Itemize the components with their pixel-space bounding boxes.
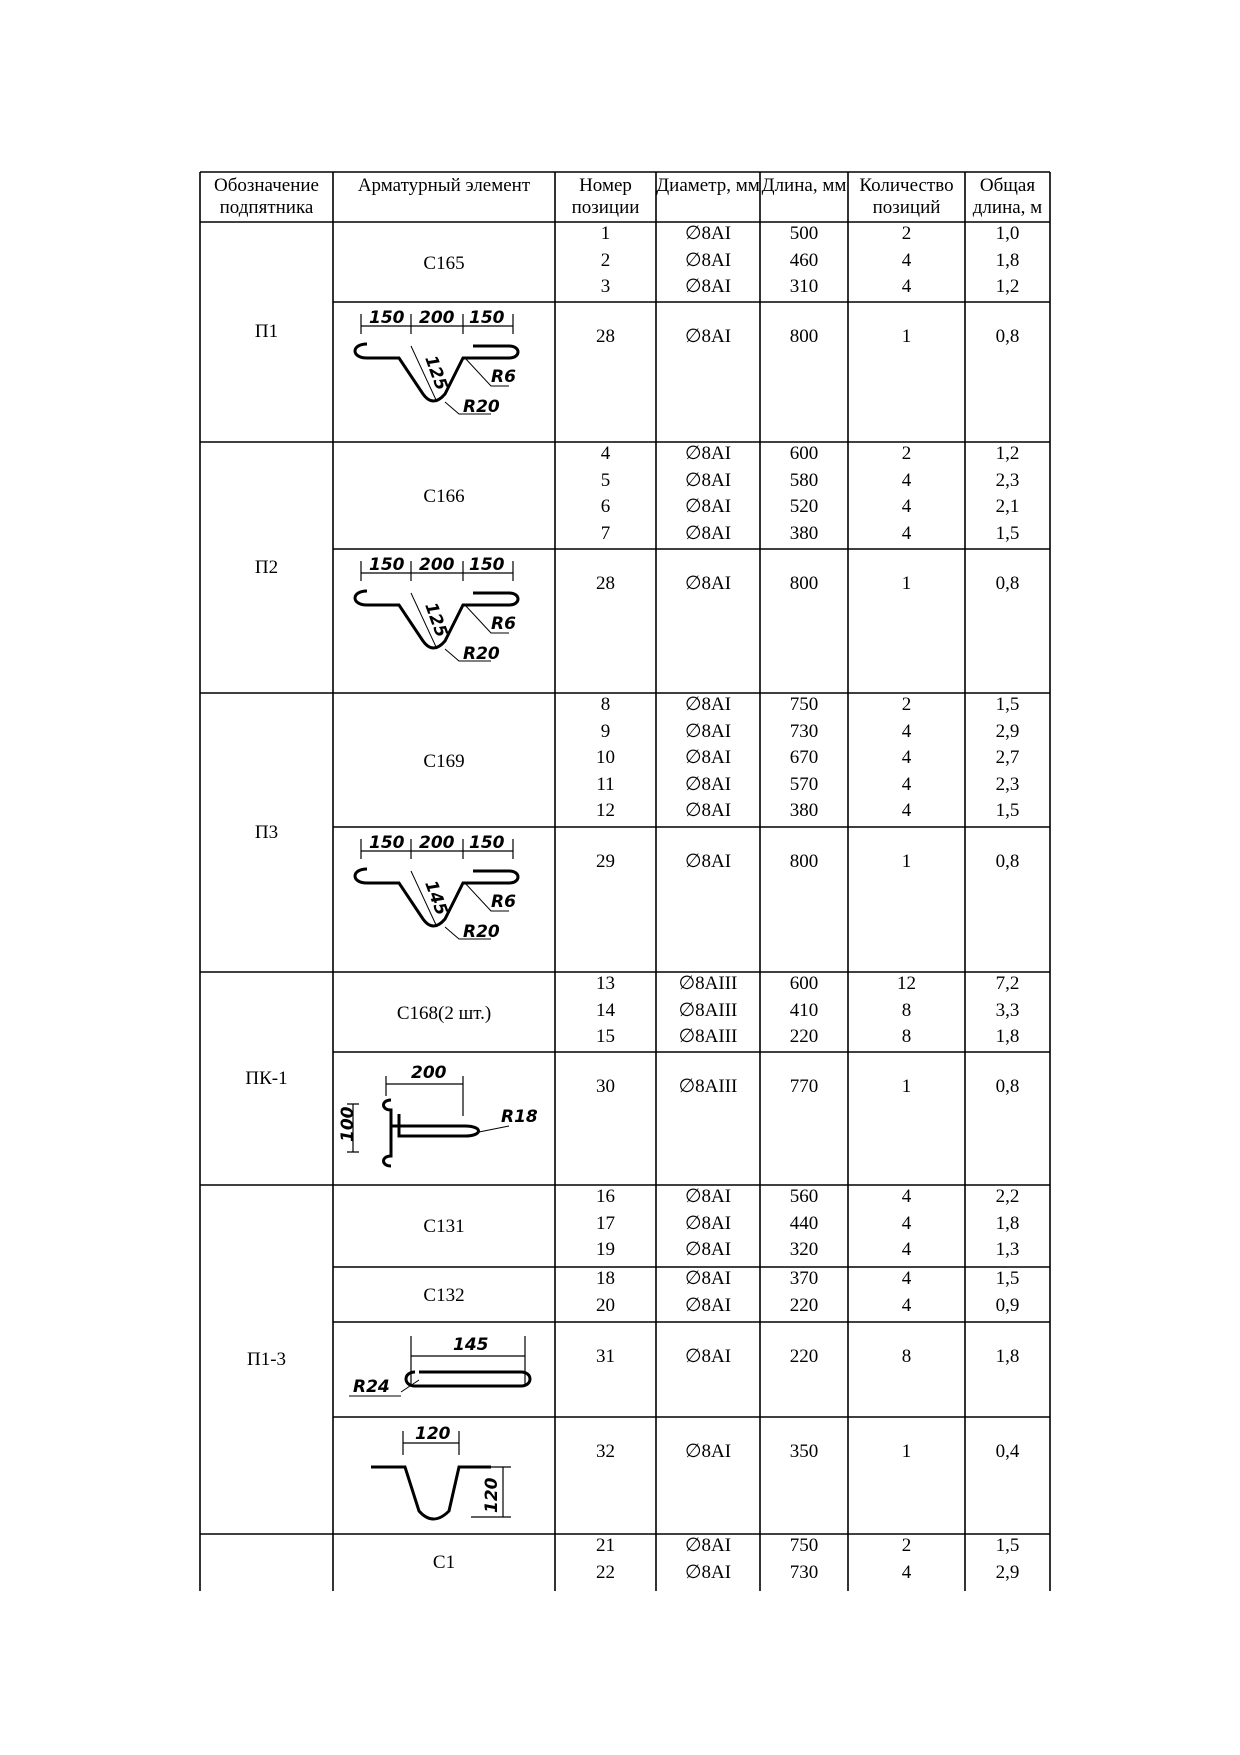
cell-pos: 9 [600, 720, 611, 742]
cell-len: 600 [789, 443, 819, 464]
cell-total: 2,3 [995, 469, 1020, 491]
cell-dia: ∅8AI [684, 747, 732, 769]
designation-ПК-1: ПК-1 [245, 1067, 288, 1089]
sketch-stroke [391, 1114, 479, 1136]
cell-dia: ∅8AI [684, 1212, 732, 1234]
dimension-label: 145 [453, 1335, 489, 1355]
cell-dia: ∅8AI [684, 573, 732, 594]
cell-len: 730 [789, 720, 819, 742]
dimension-label: 150 [369, 555, 405, 575]
dimension-label: 150 [369, 833, 405, 853]
header-position: Номер позиции [571, 175, 640, 218]
dimension-label: R20 [463, 644, 500, 664]
cell-len: 670 [789, 747, 819, 769]
cell-dia: ∅8AI [684, 443, 732, 464]
cell-total: 1,5 [995, 1535, 1020, 1556]
cell-total: 7,2 [995, 973, 1020, 994]
cell-total: 1,5 [995, 800, 1020, 822]
cell-pos: 13 [596, 973, 615, 994]
cell-qty: 4 [901, 747, 912, 769]
cell-len: 800 [789, 851, 819, 872]
header-total: Общая длина, м [972, 175, 1043, 218]
cell-qty: 4 [901, 1294, 912, 1316]
cell-dia: ∅8AI [684, 773, 732, 795]
cell-pos: 30 [596, 1076, 615, 1097]
cell-qty: 1 [901, 1441, 912, 1462]
dimension-label: 200 [419, 555, 455, 575]
cell-qty: 2 [901, 223, 912, 244]
cell-qty: 4 [901, 496, 912, 518]
cell-qty: 2 [901, 443, 912, 464]
cell-dia: ∅8AI [684, 1294, 732, 1316]
cell-pos: 2 [600, 249, 611, 271]
cell-pos: 20 [596, 1294, 615, 1316]
cell-total: 1,8 [995, 1026, 1020, 1048]
cell-len: 570 [789, 773, 819, 795]
cell-len: 770 [789, 1076, 819, 1097]
dimension-label: R6 [491, 367, 516, 387]
cell-total: 2,9 [995, 720, 1020, 742]
cell-qty: 4 [901, 249, 912, 271]
cell-qty: 1 [901, 326, 912, 347]
cell-dia: ∅8AI [684, 851, 732, 872]
cell-len: 380 [789, 800, 819, 822]
designation-П2: П2 [254, 556, 279, 578]
cell-qty: 4 [901, 720, 912, 742]
element-С165: С165 [423, 252, 465, 274]
dimension-label: R18 [501, 1107, 538, 1127]
cell-qty: 1 [901, 573, 912, 594]
element-С168(2 шт.): С168(2 шт.) [396, 1002, 492, 1024]
cell-dia: ∅8AI [684, 1441, 732, 1462]
cell-len: 310 [789, 276, 819, 298]
dimension-label: 200 [419, 308, 455, 328]
cell-dia: ∅8AI [684, 249, 732, 271]
dimension-label: 150 [369, 308, 405, 328]
cell-len: 220 [789, 1294, 819, 1316]
dimension-label: 120 [482, 1477, 502, 1513]
cell-total: 1,8 [995, 249, 1020, 271]
dimension-label: 145 [420, 877, 452, 919]
cell-dia: ∅8AI [684, 522, 732, 544]
cell-qty: 4 [901, 1186, 912, 1207]
cell-pos: 14 [596, 999, 615, 1021]
rebar-drawing-t-hook [338, 1056, 541, 1186]
cell-len: 560 [789, 1186, 819, 1207]
cell-total: 2,3 [995, 773, 1020, 795]
dimension-label: R20 [463, 922, 500, 942]
cell-len: 800 [789, 326, 819, 347]
designation-П1-3: П1-3 [246, 1348, 287, 1370]
cell-qty: 4 [901, 522, 912, 544]
cell-total: 1,5 [995, 1268, 1020, 1289]
cell-pos: 10 [596, 747, 615, 769]
cell-dia: ∅8AI [684, 1186, 732, 1207]
cell-dia: ∅8AIII [678, 973, 738, 994]
cell-dia: ∅8AI [684, 223, 732, 244]
cell-len: 800 [789, 573, 819, 594]
cell-len: 220 [789, 1026, 819, 1048]
cell-total: 1,3 [995, 1239, 1020, 1261]
rebar-drawing-loop [341, 1326, 541, 1416]
cell-total: 0,8 [995, 851, 1020, 872]
element-С1: С1 [432, 1551, 456, 1573]
cell-len: 730 [789, 1561, 819, 1583]
rebar-drawing-v-bend [341, 306, 541, 436]
cell-pos: 8 [600, 694, 611, 715]
header-diameter: Диаметр, мм [656, 175, 760, 196]
dimension-label: 150 [469, 308, 505, 328]
cell-qty: 4 [901, 1239, 912, 1261]
cell-dia: ∅8AI [684, 1268, 732, 1289]
cell-pos: 16 [596, 1186, 615, 1207]
dimension-label: 200 [411, 1063, 447, 1083]
header-designation: Обозначение подпятника [214, 175, 319, 218]
cell-dia: ∅8AI [684, 720, 732, 742]
cell-len: 370 [789, 1268, 819, 1289]
dimension-label: 200 [419, 833, 455, 853]
cell-len: 750 [789, 694, 819, 715]
cell-dia: ∅8AI [684, 276, 732, 298]
designation-П3: П3 [254, 821, 279, 843]
cell-len: 410 [789, 999, 819, 1021]
cell-total: 0,8 [995, 326, 1020, 347]
cell-total: 0,9 [995, 1294, 1020, 1316]
cell-pos: 15 [596, 1026, 615, 1048]
cell-dia: ∅8AI [684, 1239, 732, 1261]
cell-total: 2,2 [995, 1186, 1020, 1207]
cell-pos: 31 [596, 1346, 615, 1367]
cell-pos: 28 [596, 573, 615, 594]
cell-len: 600 [789, 973, 819, 994]
cell-pos: 6 [600, 496, 611, 518]
cell-len: 500 [789, 223, 819, 244]
dimension-label: 125 [420, 599, 452, 641]
cell-total: 1,5 [995, 694, 1020, 715]
cell-pos: 22 [596, 1561, 615, 1583]
cell-qty: 8 [901, 1026, 912, 1048]
cell-total: 2,9 [995, 1561, 1020, 1583]
cell-total: 1,8 [995, 1346, 1020, 1367]
sketch-stroke [384, 1100, 392, 1166]
cell-qty: 4 [901, 800, 912, 822]
cell-qty: 2 [901, 1535, 912, 1556]
cell-qty: 4 [901, 1561, 912, 1583]
cell-len: 580 [789, 469, 819, 491]
cell-pos: 28 [596, 326, 615, 347]
rebar-drawing-v-bend [341, 553, 541, 683]
cell-pos: 29 [596, 851, 615, 872]
cell-pos: 12 [596, 800, 615, 822]
cell-pos: 3 [600, 276, 611, 298]
cell-dia: ∅8AI [684, 1346, 732, 1367]
cell-total: 0,8 [995, 1076, 1020, 1097]
cell-qty: 4 [901, 469, 912, 491]
cell-qty: 4 [901, 276, 912, 298]
cell-total: 1,8 [995, 1212, 1020, 1234]
cell-qty: 2 [901, 694, 912, 715]
cell-dia: ∅8AI [684, 1535, 732, 1556]
dimension-label: R20 [463, 397, 500, 417]
cell-pos: 17 [596, 1212, 615, 1234]
cell-dia: ∅8AI [684, 469, 732, 491]
cell-pos: 11 [596, 773, 615, 795]
cell-dia: ∅8AI [684, 326, 732, 347]
cell-len: 750 [789, 1535, 819, 1556]
cell-pos: 19 [596, 1239, 615, 1261]
dimension-label: 100 [338, 1106, 358, 1142]
cell-qty: 12 [897, 973, 916, 994]
cell-len: 460 [789, 249, 819, 271]
rebar-drawing-u-bend [341, 1421, 541, 1531]
cell-total: 1,2 [995, 443, 1020, 464]
dimension-label: R24 [353, 1377, 390, 1397]
cell-qty: 4 [901, 1212, 912, 1234]
dimension-label: 150 [469, 555, 505, 575]
sketch-stroke [406, 1372, 530, 1386]
dimension-label: 125 [420, 352, 452, 394]
cell-pos: 32 [596, 1441, 615, 1462]
cell-total: 1,5 [995, 522, 1020, 544]
cell-total: 2,7 [995, 747, 1020, 769]
cell-dia: ∅8AIII [678, 999, 738, 1021]
cell-total: 0,8 [995, 573, 1020, 594]
cell-dia: ∅8AI [684, 496, 732, 518]
cell-qty: 4 [901, 1268, 912, 1289]
cell-pos: 7 [600, 522, 611, 544]
dimension-label: R6 [491, 614, 516, 634]
cell-pos: 21 [596, 1535, 615, 1556]
cell-total: 1,0 [995, 223, 1020, 244]
header-length: Длина, мм [761, 175, 847, 196]
designation-П1: П1 [254, 321, 279, 342]
sketch-stroke [371, 1467, 491, 1519]
header-element: Арматурный элемент [357, 175, 531, 196]
cell-len: 440 [789, 1212, 819, 1234]
cell-dia: ∅8AI [684, 800, 732, 822]
element-С132: С132 [423, 1284, 465, 1306]
element-С166: С166 [423, 486, 465, 508]
cell-pos: 1 [600, 223, 611, 244]
cell-qty: 1 [901, 1076, 912, 1097]
element-С131: С131 [423, 1215, 465, 1237]
cell-dia: ∅8AI [684, 1561, 732, 1583]
dimension-label: 150 [469, 833, 505, 853]
cell-qty: 8 [901, 1346, 912, 1367]
cell-total: 3,3 [995, 999, 1020, 1021]
cell-qty: 4 [901, 773, 912, 795]
cell-total: 0,4 [995, 1441, 1020, 1462]
cell-dia: ∅8AIII [678, 1076, 738, 1097]
rebar-drawing-v-bend [341, 831, 541, 961]
cell-total: 2,1 [995, 496, 1020, 518]
cell-pos: 18 [596, 1268, 615, 1289]
cell-qty: 1 [901, 851, 912, 872]
cell-len: 520 [789, 496, 819, 518]
dimension-label: R6 [491, 892, 516, 912]
header-count: Количество позиций [859, 175, 954, 218]
dimension-label: 120 [415, 1424, 451, 1444]
cell-qty: 8 [901, 999, 912, 1021]
element-С169: С169 [423, 750, 465, 772]
cell-pos: 4 [600, 443, 611, 464]
cell-dia: ∅8AI [684, 694, 732, 715]
cell-len: 350 [789, 1441, 819, 1462]
cell-dia: ∅8AIII [678, 1026, 738, 1048]
cell-pos: 5 [600, 469, 611, 491]
cell-total: 1,2 [995, 276, 1020, 298]
cell-len: 320 [789, 1239, 819, 1261]
cell-len: 380 [789, 522, 819, 544]
cell-len: 220 [789, 1346, 819, 1367]
